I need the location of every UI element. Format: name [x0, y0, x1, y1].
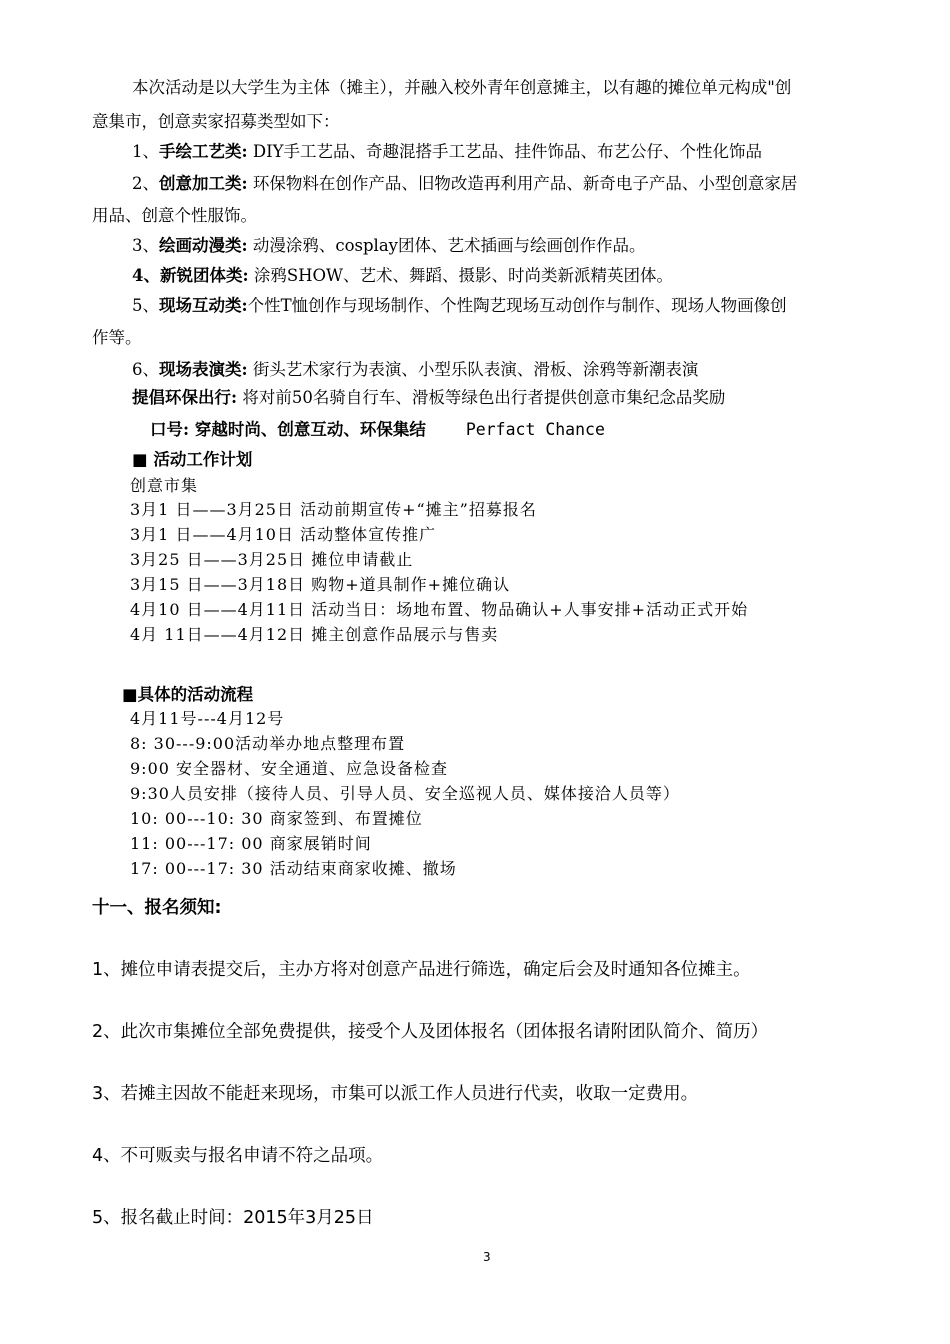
category-title: 新锐团体类: [159, 266, 249, 285]
category-text: DIY手工艺品、奇趣混搭手工艺品、挂件饰品、布艺公仔、个性化饰品 [247, 142, 762, 161]
category-number: 4、 [132, 266, 160, 285]
slogan-text: 口号: 穿越时尚、创意互动、环保集结 [150, 420, 426, 439]
flow-row: 11: 00---17: 00 商家展销时间 [130, 834, 372, 853]
flow-row: 8: 30---9:00活动举办地点整理布置 [130, 734, 406, 753]
flow-row: 17: 00---17: 30 活动结束商家收摊、撤场 [130, 859, 457, 878]
category-text: 涂鸦SHOW、艺术、舞蹈、摄影、时尚类新派精英团体。 [248, 266, 674, 285]
notice-item: 2、此次市集摊位全部免费提供，接受个人及团体报名（团体报名请附团队简介、简历） [92, 1022, 769, 1042]
plan-row: 4月10 日——4月11日 活动当日：场地布置、物品确认+人事安排+活动正式开始 [130, 600, 749, 619]
plan-row: 4月 11日——4月12日 摊主创意作品展示与售卖 [130, 625, 499, 644]
eco-line [132, 388, 725, 408]
category-title: 绘画动漫类: [159, 236, 248, 255]
flow-row: 9:00 安全器材、安全通道、应急设备检查 [130, 759, 449, 778]
category-continuation: 作等。 [92, 328, 142, 347]
flow-row: 4月11号---4月12号 [130, 709, 285, 728]
category-item [132, 360, 698, 380]
flow-row: 9:30人员安排（接待人员、引导人员、安全巡视人员、媒体接洽人员等） [130, 784, 680, 803]
intro-line-2: 意集市，创意卖家招募类型如下： [92, 112, 340, 131]
plan-row: 3月15 日——3月18日 购物+道具制作+摊位确认 [130, 575, 511, 594]
notice-heading: 十一、报名须知: [92, 898, 222, 918]
plan-row: 3月1 日——4月10日 活动整体宣传推广 [130, 525, 437, 544]
flow-row: 10: 00---10: 30 商家签到、布置摊位 [130, 809, 423, 828]
page-number: 3 [483, 1250, 491, 1264]
category-number: 6、 [132, 360, 159, 379]
category-title: 现场互动类: [159, 296, 248, 315]
notice-item: 4、不可贩卖与报名申请不符之品项。 [92, 1146, 384, 1166]
category-text: 街头艺术家行为表演、小型乐队表演、滑板、涂鸦等新潮表演 [247, 360, 699, 379]
category-item [132, 174, 797, 194]
plan-subtitle: 创意市集 [130, 476, 199, 495]
intro-line-1: 本次活动是以大学生为主体（摊主），并融入校外青年创意摊主，以有趣的摊位单元构成"创 [132, 78, 792, 97]
plan-row: 3月1 日——3月25日 活动前期宣传+“摊主”招募报名 [130, 500, 537, 519]
notice-item: 3、若摊主因故不能赶来现场，市集可以派工作人员进行代卖，收取一定费用。 [92, 1084, 699, 1104]
category-number: 5、 [132, 296, 159, 315]
category-number: 3、 [132, 236, 159, 255]
category-number: 1、 [132, 142, 159, 161]
category-title: 手绘工艺类: [159, 142, 248, 161]
notice-item: 1、摊位申请表提交后，主办方将对创意产品进行筛选，确定后会及时通知各位摊主。 [92, 960, 751, 980]
slogan [150, 420, 605, 440]
plan-row: 3月25 日——3月25日 摊位申请截止 [130, 550, 414, 569]
category-number: 2、 [132, 174, 159, 193]
slogan-english: Perfact Chance [465, 420, 605, 439]
category-item [132, 266, 673, 286]
category-title: 创意加工类: [159, 174, 248, 193]
category-item [132, 296, 787, 316]
category-text: 动漫涂鸦、cosplay团体、艺术插画与绘画创作作品。 [247, 236, 646, 255]
category-item [132, 236, 645, 256]
flow-heading: ■具体的活动流程 [122, 685, 254, 704]
category-text: 环保物料在创作产品、旧物改造再利用产品、新奇电子产品、小型创意家居 [247, 174, 798, 193]
category-item [132, 142, 762, 162]
eco-title: 提倡环保出行: [132, 388, 238, 407]
category-continuation: 用品、创意个性服饰。 [92, 206, 257, 225]
category-title: 现场表演类: [159, 360, 248, 379]
notice-item: 5、报名截止时间：2015年3月25日 [92, 1208, 374, 1228]
plan-heading: ■ 活动工作计划 [132, 450, 253, 469]
category-text: 个性T恤创作与现场制作、个性陶艺现场互动创作与制作、现场人物画像创 [247, 296, 787, 315]
eco-text: 将对前50名骑自行车、滑板等绿色出行者提供创意市集纪念品奖励 [237, 388, 726, 407]
